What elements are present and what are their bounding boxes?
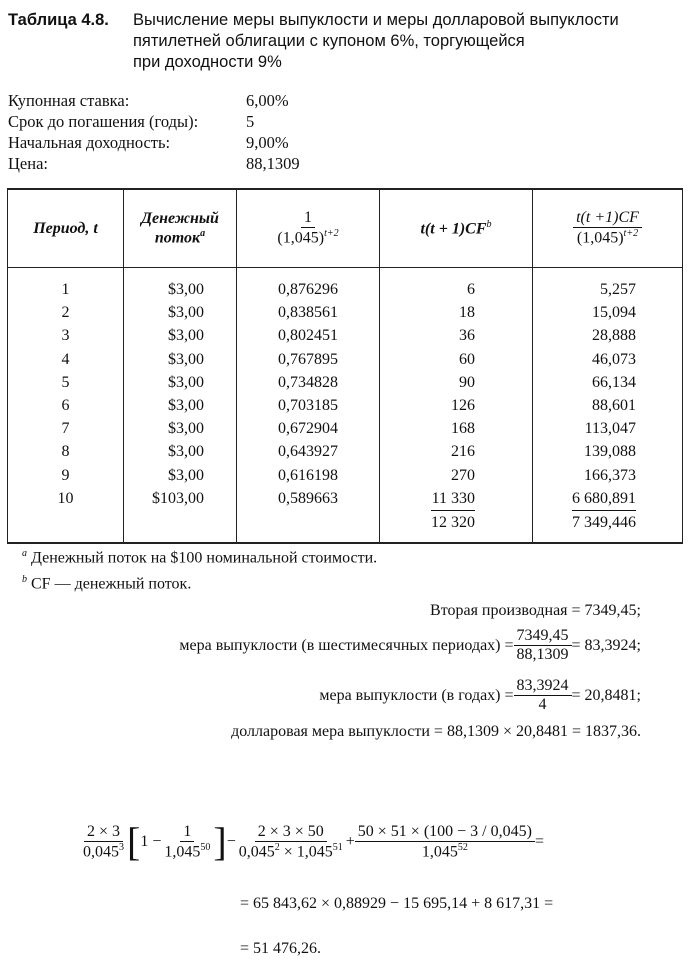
cell-tcf: 270 [380,464,533,487]
cell-period: 6 [8,394,124,417]
table-row [8,487,683,510]
param-row: Начальная доходность: 9,00% [8,133,289,152]
cell-tcf: 36 [380,324,533,347]
formula-line-2: = 65 843,62 × 0,88929 − 15 695,14 + 8 617,31 = [240,895,554,912]
cell-period: 5 [8,371,124,394]
cell-period: 3 [8,324,124,347]
total-tcf: 12 320 [380,510,533,543]
convexity-semiannual: мера выпуклости (в шестимесячных периодах) = $\frac{7349,45}{88,1309}$ = 83,3924; [179,627,641,663]
dollar-convexity: долларовая мера выпуклости = 88,1309 × 20,8481 = 1837,36. [231,723,641,740]
cell-period: 10 [8,487,124,510]
cell-pv: 139,088 [533,440,683,463]
convexity-annual: мера выпуклости (в годах) = $\frac{83,3924}{4}$ = 20,8481; [319,677,641,713]
cell-discount: 0,802451 [237,324,380,347]
second-derivative: Вторая производная = 7349,45; [430,602,641,619]
caption-line: Вычисление меры выпуклости и меры долларовой выпуклости [133,11,619,29]
header-cashflow: Денежный поток$^a$ [124,189,237,268]
cell-pv: 15,094 [533,301,683,324]
total-pv: 7 349,446 [533,510,683,543]
cell-cashflow: $3,00 [124,394,237,417]
cell-pv: 46,073 [533,348,683,371]
footnote-b: $^b$ CF — денежный поток. [22,574,192,593]
footnote-a: $^a$ Денежный поток на $100 номинальной стоимости. [22,548,378,567]
cell-discount: 0,876296 [237,268,380,302]
header-pv-tcf: $\frac{t(t +1)CF}{(1,045)^{t+2}}$ [533,189,683,268]
cell-discount: 0,616198 [237,464,380,487]
cell-tcf: 11 330 [380,487,533,510]
cell-tcf: 90 [380,371,533,394]
cell-period: 8 [8,440,124,463]
cell-pv: 5,257 [533,268,683,302]
cell-cashflow: $3,00 [124,301,237,324]
param-row: Купонная ставка: 6,00% [8,91,289,110]
table-caption-label: Таблица 4.8. [8,11,109,29]
parameter-list [8,90,300,174]
table-row [8,371,683,394]
cell-pv: 166,373 [533,464,683,487]
table-caption [133,10,619,73]
cell-period: 4 [8,348,124,371]
cell-discount: 0,838561 [237,301,380,324]
cell-discount: 0,643927 [237,440,380,463]
cell-cashflow: $3,00 [124,417,237,440]
table-row [8,440,683,463]
cell-tcf: 18 [380,301,533,324]
cell-cashflow: $3,00 [124,324,237,347]
cell-cashflow: $3,00 [124,348,237,371]
header-discount-factor: $\frac{1}{(1,045)^{t+2}}$ [237,189,380,268]
param-row: Срок до погашения (годы): 5 [8,112,255,131]
cell-pv: 88,601 [533,394,683,417]
formula-line-3: = 51 476,26. [240,940,322,957]
table-row [8,417,683,440]
cell-cashflow: $3,00 [124,371,237,394]
table-row [8,464,683,487]
cell-tcf: 126 [380,394,533,417]
header-period: Период, t [8,189,124,268]
cell-tcf: 216 [380,440,533,463]
cell-period: 9 [8,464,124,487]
cell-tcf: 60 [380,348,533,371]
formula-line-1: $\frac{2 \times 3}{0,045^3}$ [ 1 − $\frac{1}{1,045^{50}}$ ] − $\frac{2 \times 3 \times 50}{0,045^2 \times 1,045^{51}}$ + $\frac{50 \times 51 \times (100 - 3 / 0,045)}{1,045^{52}}$ = [83,819,544,864]
param-row: Цена: 88,1309 [8,154,300,173]
table-row [8,301,683,324]
cell-pv: 28,888 [533,324,683,347]
header-tcf: $t(t + 1)CF^b$ [380,189,533,268]
cell-empty [124,510,237,543]
table-row [8,324,683,347]
cell-discount: 0,589663 [237,487,380,510]
cell-cashflow: $3,00 [124,440,237,463]
footnotes [22,543,377,596]
cell-empty [237,510,380,543]
table-row [8,394,683,417]
totals-row [8,510,683,543]
cell-tcf: 168 [380,417,533,440]
convexity-table [7,188,683,544]
cell-discount: 0,767895 [237,348,380,371]
caption-line: пятилетней облигации с купоном 6%, торгующейся [133,32,525,50]
cell-discount: 0,672904 [237,417,380,440]
caption-line: при доходности 9% [133,53,282,71]
cell-pv: 113,047 [533,417,683,440]
cell-cashflow: $3,00 [124,268,237,302]
cell-pv: 6 680,891 [533,487,683,510]
cell-discount: 0,734828 [237,371,380,394]
cell-tcf: 6 [380,268,533,302]
cell-cashflow: $103,00 [124,487,237,510]
cell-discount: 0,703185 [237,394,380,417]
table-row [8,268,683,302]
cell-empty [8,510,124,543]
cell-cashflow: $3,00 [124,464,237,487]
cell-period: 2 [8,301,124,324]
cell-period: 1 [8,268,124,302]
cell-pv: 66,134 [533,371,683,394]
table-row [8,348,683,371]
cell-period: 7 [8,417,124,440]
